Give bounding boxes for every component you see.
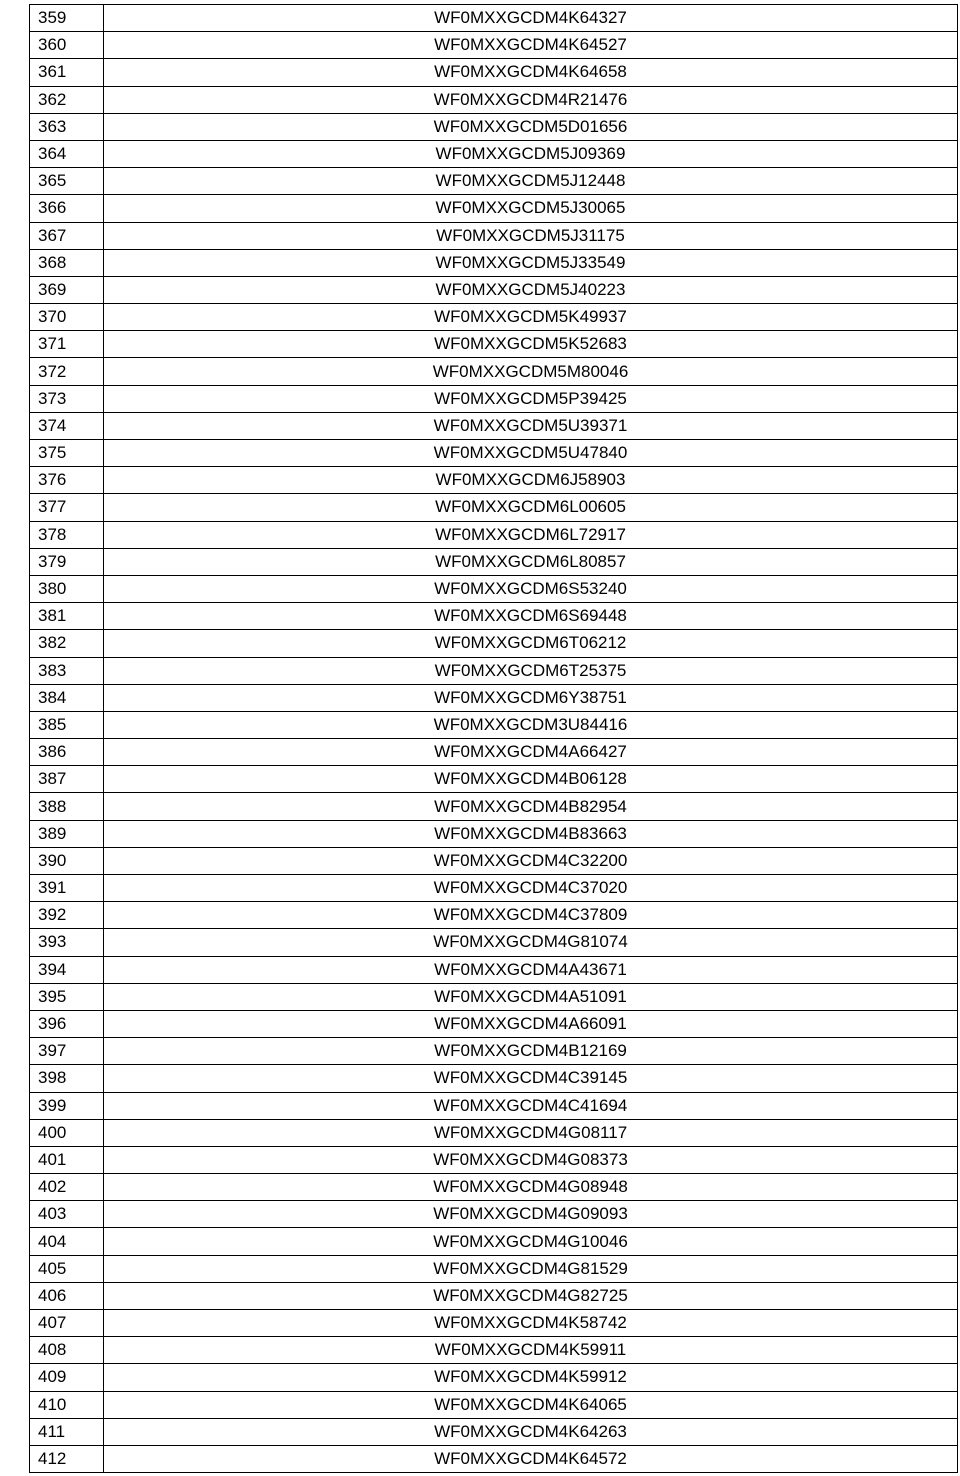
row-number-cell: 406 xyxy=(30,1282,104,1309)
vin-cell: WF0MXXGCDM4G81074 xyxy=(104,929,958,956)
row-number-cell: 394 xyxy=(30,956,104,983)
table-row xyxy=(30,1391,958,1418)
vin-cell: WF0MXXGCDM6T25375 xyxy=(104,657,958,684)
row-number-cell: 363 xyxy=(30,113,104,140)
vin-cell: WF0MXXGCDM5K49937 xyxy=(104,304,958,331)
vin-cell: WF0MXXGCDM5P39425 xyxy=(104,385,958,412)
vin-cell: WF0MXXGCDM5J40223 xyxy=(104,276,958,303)
table-row xyxy=(30,983,958,1010)
vin-cell: WF0MXXGCDM4A66427 xyxy=(104,739,958,766)
vin-cell: WF0MXXGCDM4R21476 xyxy=(104,86,958,113)
vin-cell: WF0MXXGCDM4K64572 xyxy=(104,1445,958,1472)
vin-cell: WF0MXXGCDM4C32200 xyxy=(104,847,958,874)
vin-cell: WF0MXXGCDM4K59911 xyxy=(104,1337,958,1364)
row-number-cell: 404 xyxy=(30,1228,104,1255)
row-number-cell: 401 xyxy=(30,1146,104,1173)
vin-cell: WF0MXXGCDM4B12169 xyxy=(104,1038,958,1065)
table-row xyxy=(30,1010,958,1037)
row-number-cell: 393 xyxy=(30,929,104,956)
table-row xyxy=(30,1201,958,1228)
vin-cell: WF0MXXGCDM6L72917 xyxy=(104,521,958,548)
row-number-cell: 378 xyxy=(30,521,104,548)
table-row xyxy=(30,1065,958,1092)
row-number-cell: 408 xyxy=(30,1337,104,1364)
table-row xyxy=(30,1337,958,1364)
row-number-cell: 391 xyxy=(30,875,104,902)
row-number-cell: 396 xyxy=(30,1010,104,1037)
vin-cell: WF0MXXGCDM4A43671 xyxy=(104,956,958,983)
vin-cell: WF0MXXGCDM4K64527 xyxy=(104,32,958,59)
vin-cell: WF0MXXGCDM6J58903 xyxy=(104,467,958,494)
vin-table xyxy=(29,4,958,1473)
vin-cell: WF0MXXGCDM5M80046 xyxy=(104,358,958,385)
row-number-cell: 395 xyxy=(30,983,104,1010)
row-number-cell: 368 xyxy=(30,249,104,276)
table-row xyxy=(30,875,958,902)
table-row xyxy=(30,222,958,249)
table-row xyxy=(30,195,958,222)
table-row xyxy=(30,140,958,167)
row-number-cell: 403 xyxy=(30,1201,104,1228)
row-number-cell: 411 xyxy=(30,1418,104,1445)
table-row xyxy=(30,385,958,412)
row-number-cell: 362 xyxy=(30,86,104,113)
vin-cell: WF0MXXGCDM4G10046 xyxy=(104,1228,958,1255)
table-row xyxy=(30,956,958,983)
row-number-cell: 372 xyxy=(30,358,104,385)
vin-cell: WF0MXXGCDM5J09369 xyxy=(104,140,958,167)
table-row xyxy=(30,1310,958,1337)
vin-cell: WF0MXXGCDM5K52683 xyxy=(104,331,958,358)
table-row xyxy=(30,86,958,113)
table-row xyxy=(30,440,958,467)
table-row xyxy=(30,684,958,711)
vin-cell: WF0MXXGCDM6L00605 xyxy=(104,494,958,521)
vin-cell: WF0MXXGCDM4K64658 xyxy=(104,59,958,86)
vin-cell: WF0MXXGCDM4A66091 xyxy=(104,1010,958,1037)
row-number-cell: 398 xyxy=(30,1065,104,1092)
vin-cell: WF0MXXGCDM6S69448 xyxy=(104,603,958,630)
row-number-cell: 400 xyxy=(30,1119,104,1146)
table-row xyxy=(30,1146,958,1173)
vin-cell: WF0MXXGCDM4C41694 xyxy=(104,1092,958,1119)
vin-cell: WF0MXXGCDM5J33549 xyxy=(104,249,958,276)
row-number-cell: 379 xyxy=(30,548,104,575)
row-number-cell: 409 xyxy=(30,1364,104,1391)
vin-cell: WF0MXXGCDM4G09093 xyxy=(104,1201,958,1228)
row-number-cell: 376 xyxy=(30,467,104,494)
row-number-cell: 373 xyxy=(30,385,104,412)
vin-cell: WF0MXXGCDM4K64327 xyxy=(104,5,958,32)
vin-cell: WF0MXXGCDM6T06212 xyxy=(104,630,958,657)
vin-cell: WF0MXXGCDM4B83663 xyxy=(104,820,958,847)
vin-cell: WF0MXXGCDM5J31175 xyxy=(104,222,958,249)
table-row xyxy=(30,59,958,86)
vin-cell: WF0MXXGCDM4G08948 xyxy=(104,1174,958,1201)
table-row xyxy=(30,847,958,874)
vin-cell: WF0MXXGCDM4C37020 xyxy=(104,875,958,902)
row-number-cell: 381 xyxy=(30,603,104,630)
table-row xyxy=(30,5,958,32)
row-number-cell: 366 xyxy=(30,195,104,222)
row-number-cell: 384 xyxy=(30,684,104,711)
table-row xyxy=(30,902,958,929)
vin-cell: WF0MXXGCDM4G08373 xyxy=(104,1146,958,1173)
vin-cell: WF0MXXGCDM6S53240 xyxy=(104,575,958,602)
table-row xyxy=(30,494,958,521)
row-number-cell: 385 xyxy=(30,711,104,738)
row-number-cell: 359 xyxy=(30,5,104,32)
vin-cell: WF0MXXGCDM3U84416 xyxy=(104,711,958,738)
table-row xyxy=(30,929,958,956)
vin-cell: WF0MXXGCDM4K58742 xyxy=(104,1310,958,1337)
vin-cell: WF0MXXGCDM4A51091 xyxy=(104,983,958,1010)
vin-cell: WF0MXXGCDM4K64065 xyxy=(104,1391,958,1418)
row-number-cell: 367 xyxy=(30,222,104,249)
row-number-cell: 390 xyxy=(30,847,104,874)
row-number-cell: 410 xyxy=(30,1391,104,1418)
row-number-cell: 383 xyxy=(30,657,104,684)
row-number-cell: 392 xyxy=(30,902,104,929)
row-number-cell: 388 xyxy=(30,793,104,820)
table-row xyxy=(30,1445,958,1472)
row-number-cell: 380 xyxy=(30,575,104,602)
vin-cell: WF0MXXGCDM5J30065 xyxy=(104,195,958,222)
row-number-cell: 389 xyxy=(30,820,104,847)
vin-cell: WF0MXXGCDM5U39371 xyxy=(104,412,958,439)
vin-cell: WF0MXXGCDM5J12448 xyxy=(104,168,958,195)
row-number-cell: 365 xyxy=(30,168,104,195)
row-number-cell: 382 xyxy=(30,630,104,657)
vin-cell: WF0MXXGCDM4C39145 xyxy=(104,1065,958,1092)
table-row xyxy=(30,630,958,657)
row-number-cell: 371 xyxy=(30,331,104,358)
table-row xyxy=(30,1228,958,1255)
row-number-cell: 361 xyxy=(30,59,104,86)
table-row xyxy=(30,304,958,331)
row-number-cell: 405 xyxy=(30,1255,104,1282)
table-row xyxy=(30,766,958,793)
table-row xyxy=(30,521,958,548)
table-row xyxy=(30,1174,958,1201)
row-number-cell: 412 xyxy=(30,1445,104,1472)
table-row xyxy=(30,467,958,494)
row-number-cell: 370 xyxy=(30,304,104,331)
table-row xyxy=(30,548,958,575)
row-number-cell: 374 xyxy=(30,412,104,439)
table-row xyxy=(30,1092,958,1119)
vin-cell: WF0MXXGCDM4G08117 xyxy=(104,1119,958,1146)
table-row xyxy=(30,1255,958,1282)
table-row xyxy=(30,603,958,630)
row-number-cell: 375 xyxy=(30,440,104,467)
table-row xyxy=(30,1038,958,1065)
table-row xyxy=(30,113,958,140)
vin-cell: WF0MXXGCDM4B82954 xyxy=(104,793,958,820)
row-number-cell: 360 xyxy=(30,32,104,59)
row-number-cell: 387 xyxy=(30,766,104,793)
table-row xyxy=(30,575,958,602)
table-row xyxy=(30,739,958,766)
row-number-cell: 377 xyxy=(30,494,104,521)
table-row xyxy=(30,1418,958,1445)
table-row xyxy=(30,412,958,439)
vin-cell: WF0MXXGCDM6Y38751 xyxy=(104,684,958,711)
table-row xyxy=(30,32,958,59)
table-row xyxy=(30,711,958,738)
vin-cell: WF0MXXGCDM4G81529 xyxy=(104,1255,958,1282)
row-number-cell: 369 xyxy=(30,276,104,303)
vin-table-body xyxy=(30,5,958,1473)
table-row xyxy=(30,793,958,820)
table-row xyxy=(30,249,958,276)
vin-cell: WF0MXXGCDM6L80857 xyxy=(104,548,958,575)
vin-cell: WF0MXXGCDM4K64263 xyxy=(104,1418,958,1445)
table-row xyxy=(30,1364,958,1391)
row-number-cell: 399 xyxy=(30,1092,104,1119)
table-row xyxy=(30,331,958,358)
vin-cell: WF0MXXGCDM5U47840 xyxy=(104,440,958,467)
row-number-cell: 364 xyxy=(30,140,104,167)
table-row xyxy=(30,276,958,303)
vin-cell: WF0MXXGCDM5D01656 xyxy=(104,113,958,140)
row-number-cell: 402 xyxy=(30,1174,104,1201)
table-row xyxy=(30,168,958,195)
table-row xyxy=(30,820,958,847)
vin-cell: WF0MXXGCDM4C37809 xyxy=(104,902,958,929)
row-number-cell: 386 xyxy=(30,739,104,766)
vin-cell: WF0MXXGCDM4G82725 xyxy=(104,1282,958,1309)
row-number-cell: 397 xyxy=(30,1038,104,1065)
vin-cell: WF0MXXGCDM4B06128 xyxy=(104,766,958,793)
table-row xyxy=(30,657,958,684)
table-row xyxy=(30,1119,958,1146)
row-number-cell: 407 xyxy=(30,1310,104,1337)
table-row xyxy=(30,358,958,385)
table-row xyxy=(30,1282,958,1309)
vin-cell: WF0MXXGCDM4K59912 xyxy=(104,1364,958,1391)
